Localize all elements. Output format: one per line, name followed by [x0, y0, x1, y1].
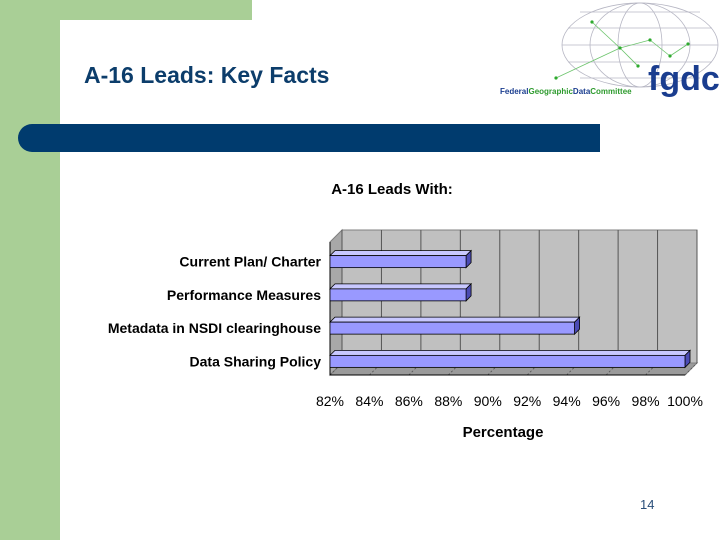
bar-top-face: [330, 284, 471, 289]
tagline-federal: Federal: [500, 87, 529, 96]
slide-title: A-16 Leads: Key Facts: [84, 62, 330, 88]
x-tick-label: 88%: [434, 393, 463, 409]
bar-top-face: [330, 350, 690, 355]
x-tick-label: 94%: [552, 393, 581, 409]
x-tick-label: 98%: [631, 393, 660, 409]
tagline-data: Data: [572, 87, 591, 96]
bar: [330, 256, 466, 268]
page-number: 14: [640, 497, 655, 512]
x-tick-label: 86%: [394, 393, 423, 409]
x-tick-label: 92%: [513, 393, 542, 409]
tagline-committee: Committee: [590, 87, 632, 96]
bar: [330, 322, 575, 334]
x-tick-label: 100%: [667, 393, 703, 409]
chart-marks: [108, 230, 703, 409]
category-label: Data Sharing Policy: [189, 353, 321, 370]
x-tick-label: 90%: [473, 393, 502, 409]
category-label: Current Plan/ Charter: [179, 253, 321, 270]
tagline-geographic: Geographic: [528, 87, 573, 96]
bar: [330, 289, 466, 301]
chart-title: A-16 Leads With:: [331, 181, 453, 198]
bar-top-face: [330, 317, 580, 322]
x-axis-label: Percentage: [462, 424, 544, 441]
x-tick-label: 82%: [315, 393, 345, 409]
fgdc-wordmark: fgdc: [648, 60, 720, 98]
bar: [330, 355, 685, 367]
x-tick-label: 84%: [355, 393, 384, 409]
x-tick-label: 96%: [592, 393, 621, 409]
category-label: Performance Measures: [166, 286, 321, 303]
category-label: Metadata in NSDI clearinghouse: [107, 320, 321, 337]
bar-top-face: [330, 251, 471, 256]
